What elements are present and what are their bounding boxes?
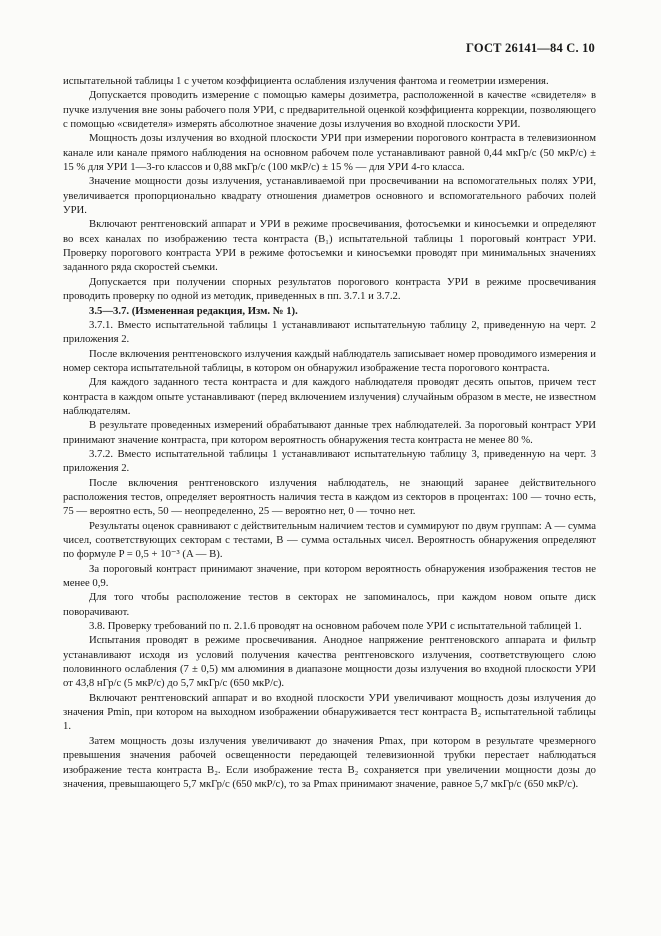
document-body <box>63 74 596 791</box>
paragraph: 3.7.1. Вместо испытательной таблицы 1 устанавливают испытательную таблицу 2, приведенную на черт. 2 приложения 2. <box>63 318 596 346</box>
paragraph: Допускается проводить измерение с помощью камеры дозиметра, расположенной в качестве «свидетеля» в пучке излучения вне зоны рабочего поля УРИ, с предварительной оценкой коэффициента коррекции, позволяющего с помощью «свидетеля» измерять абсолютное значение дозы излучения во входной плоскости УРИ. <box>63 89 596 131</box>
paragraph: Результаты оценок сравнивают с действительным наличием тестов и суммируют по двум группам: A — сумма чисел, соответствующих секторам с тестами, B — сумма остальных чисел. Вероятность обнаружения определяют по формуле P = 0,5 + 10⁻³ (A — B). <box>63 519 596 561</box>
paragraph: В результате проведенных измерений обрабатывают данные трех наблюдателей. За пороговый контраст УРИ принимают значение контраста, при котором вероятность обнаружения теста контраста не менее 80 %. <box>63 419 596 446</box>
paragraph: После включения рентгеновского излучения наблюдатель, не знающий заранее действительного расположения тестов, определяет вероятность наличия теста в каждом из секторов в процентах: 100 — точно есть, 75 — вероятно есть, 50 — неопределенно, 25 — вероятно нет, 0 — точно нет. <box>63 476 596 518</box>
paragraph: Испытания проводят в режиме просвечивания. Анодное напряжение рентгеновского аппарата и фильтр устанавливают исходя из условий получения качества рентгеновского излучения, соответствующего слою половинного ослабления (7 ± 0,5) мм алюминия в диапазоне мощности дозы излучения во входной плоскости УРИ от 43,8 нГр/с (5 мкР/с) до 5,7 мкГр/с (650 мкР/с). <box>63 634 596 690</box>
paragraph: После включения рентгеновского излучения каждый наблюдатель записывает номер проводимого измерения и номер сектора испытательной таблицы, в котором он обнаружил изображение теста порогового контраста. <box>63 347 596 374</box>
paragraph: 3.7.2. Вместо испытательной таблицы 1 устанавливают испытательную таблицу 3, приведенную на черт. 3 приложения 2. <box>63 447 596 475</box>
paragraph: Мощность дозы излучения во входной плоскости УРИ при измерении порогового контраста в телевизионном канале или канале прямого наблюдения на основном рабочем поле устанавливают равной 0,44 мкГр/с (50 мкР/с) ± 15 % для УРИ 1—3-го классов и 0,88 мкГр/с (100 мкР/с) ± 15 % — для УРИ 4-го класса. <box>63 132 596 174</box>
paragraph: 3.8. Проверку требований по п. 2.1.6 проводят на основном рабочем поле УРИ с испытательной таблицей 1. <box>89 620 582 633</box>
paragraph: Затем мощность дозы излучения увеличивают до значения Pmax, при котором в результате чрезмерного превышения значения рабочей освещенности передающей телевизионной трубки перестает наблюдаться изображение теста контраста B₂. Если изображение теста B₂ сохраняется при увеличении мощности дозы до значения, превышающего 5,7 мкГр/с (650 мкР/с), то за Pmax принимают значение, равное 5,7 мкГр/с (650 мкР/с). <box>63 734 596 790</box>
paragraph: Допускается при получении спорных результатов порогового контраста УРИ в режиме просвечивания проводить проверку по одной из методик, приведенных в пп. 3.7.1 и 3.7.2. <box>63 275 596 303</box>
paragraph: Включают рентгеновский аппарат и во входной плоскости УРИ увеличивают мощность дозы излучения до значения Pmin, при котором на выходном изображении обнаруживается тест контраста B₂ испытательной таблицы 1. <box>63 691 596 733</box>
paragraph: Для каждого заданного теста контраста и для каждого наблюдателя проводят десять опытов, причем тест контраста в каждом опыте устанавливают (перед включением излучения) случайным образом в месте, не известном наблюдателям. <box>63 376 596 417</box>
paragraph: Включают рентгеновский аппарат и УРИ в режиме просвечивания, фотосъемки и киносъемки и определяют во всех каналах по изображению теста контраста (B₁) испытательной таблицы 1 пороговый контраст УРИ. Проверку порогового контраста УРИ в режиме фотосъемки и киносъемки проводят при минимальных значениях заданного ряда скоростей съемки. <box>63 218 596 274</box>
page-header: ГОСТ 26141—84 С. 10 <box>466 41 595 55</box>
paragraph: испытательной таблицы 1 с учетом коэффициента ослабления излучения фантома и геометрии измерения. <box>63 75 549 87</box>
paragraph: За пороговый контраст принимают значение, при котором вероятность обнаружения изображения тестов не менее 0,9. <box>63 562 596 590</box>
paragraph: Значение мощности дозы излучения, устанавливаемой при просвечивании на вспомогательных полях УРИ, увеличивается пропорционально квадрату отношения диаметров основного и вспомогательного рабочих полей УРИ. <box>63 175 596 217</box>
amendment-note: 3.5—3.7. (Измененная редакция, Изм. № 1). <box>89 304 298 317</box>
paragraph: Для того чтобы расположение тестов в секторах не запоминалось, при каждом новом опыте диск поворачивают. <box>63 591 596 618</box>
